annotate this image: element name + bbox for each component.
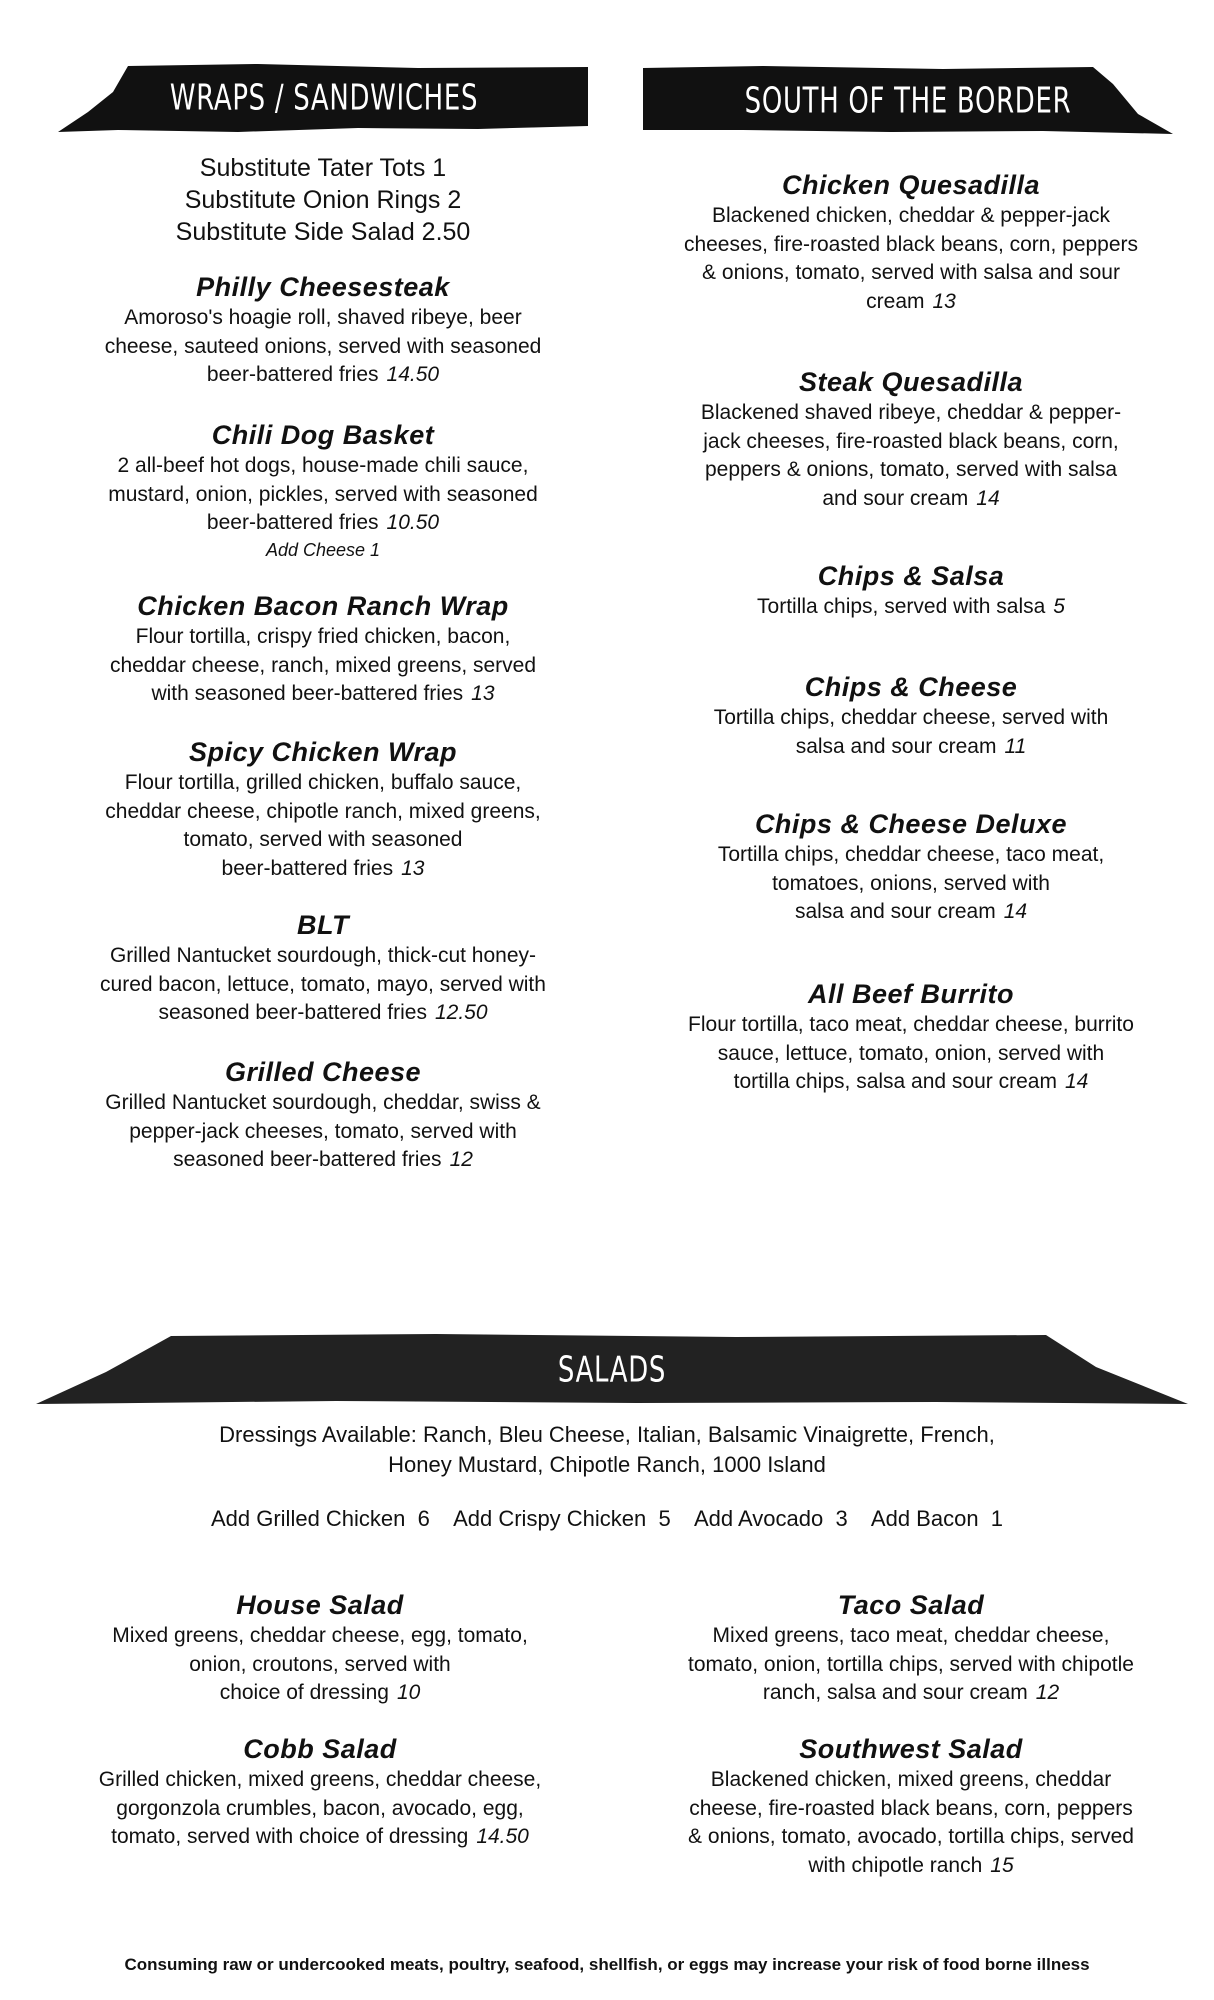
- substitute-line: Substitute Onion Rings 2: [184, 186, 462, 214]
- item-description-line: [63, 942, 583, 971]
- description-text: Flour tortilla, crispy fried chicken, bacon,: [135, 625, 511, 648]
- food-safety-disclaimer: Consuming raw or undercooked meats, poultry, seafood, shellfish, or eggs may increase your risk of food borne illness: [124, 1955, 1090, 1974]
- item-description-line: [651, 1766, 1171, 1795]
- item-addon-note: Add Cheese 1: [265, 539, 381, 560]
- description-text: salsa and sour cream: [794, 900, 996, 923]
- description-text: Amoroso's hoagie roll, shaved ribeye, beer: [124, 306, 522, 329]
- section-title: SOUTH OF THE BORDER: [744, 80, 1072, 122]
- description-text: Blackened shaved ribeye, cheddar & pepper-: [700, 401, 1122, 424]
- description-text: cheddar cheese, chipotle ranch, mixed greens,: [105, 799, 541, 823]
- description-text: beer-battered fries: [206, 511, 379, 534]
- item-description-line: [63, 452, 583, 481]
- item-description-line: [641, 399, 1181, 428]
- item-description-line: [651, 1795, 1171, 1824]
- description-text: gorgonzola crumbles, bacon, avocado, egg,: [116, 1796, 524, 1820]
- menu-item: [63, 270, 583, 390]
- item-price: 14.50: [476, 1825, 529, 1848]
- substitute-line: Substitute Side Salad 2.50: [175, 218, 471, 246]
- item-description-line: [641, 202, 1181, 231]
- description-text: Grilled chicken, mixed greens, cheddar cheese,: [98, 1768, 542, 1791]
- description-text: mustard, onion, pickles, served with seasoned: [108, 482, 538, 506]
- description-text: cheddar cheese, ranch, mixed greens, served: [109, 653, 537, 677]
- section-title: SALADS: [557, 1349, 667, 1390]
- item-description-line: [641, 231, 1181, 260]
- substitute-line: Substitute Tater Tots 1: [199, 154, 447, 182]
- item-description-line: [60, 1766, 580, 1795]
- item-price: 12: [449, 1148, 473, 1171]
- item-description-line: [60, 1679, 580, 1708]
- description-text: tomato, served with seasoned: [183, 828, 463, 851]
- description-text: peppers & onions, tomato, served with salsa: [704, 458, 1118, 481]
- item-description-line: [63, 1118, 583, 1147]
- item-description-line: [651, 1679, 1171, 1708]
- dressings-line: Dressings Available: Ranch, Bleu Cheese, Italian, Balsamic Vinaigrette, French,: [219, 1422, 995, 1447]
- item-price: 12.50: [434, 1001, 488, 1024]
- item-description-line: [63, 971, 583, 1000]
- description-text: tomato, onion, tortilla chips, served with chipotle: [688, 1652, 1134, 1676]
- item-description-line: [63, 999, 583, 1028]
- item-description-line: [651, 1651, 1171, 1680]
- description-text: cured bacon, lettuce, tomato, mayo, served with: [100, 972, 546, 996]
- description-text: choice of dressing: [219, 1681, 389, 1704]
- south-banner: [643, 64, 1173, 138]
- description-text: Grilled Nantucket sourdough, cheddar, swiss &: [105, 1091, 541, 1114]
- description-text: pepper-jack cheeses, tomato, served with: [129, 1119, 517, 1143]
- item-name: BLT: [297, 910, 349, 940]
- item-price: 13: [401, 856, 425, 880]
- item-description-line: [63, 826, 583, 855]
- item-description-line: [641, 1040, 1181, 1069]
- substitutes: [83, 152, 563, 248]
- menu-item: [63, 589, 583, 709]
- section-title: WRAPS / SANDWICHES: [169, 77, 479, 119]
- menu-item: [63, 908, 583, 1028]
- item-price: 10: [396, 1681, 421, 1704]
- description-text: Blackened chicken, cheddar & pepper-jack: [711, 204, 1111, 227]
- description-text: beer-battered fries: [206, 363, 379, 386]
- description-text: Mixed greens, cheddar cheese, egg, tomato,: [112, 1624, 528, 1647]
- item-price: 10.50: [386, 511, 440, 534]
- item-description-line: [641, 733, 1181, 762]
- item-name: Grilled Cheese: [224, 1057, 422, 1087]
- description-text: cheese, sauteed onions, served with seasoned: [104, 334, 542, 358]
- description-text: Flour tortilla, taco meat, cheddar cheese, burrito: [688, 1013, 1134, 1036]
- description-text: tomato, served with choice of dressing: [111, 1825, 469, 1848]
- menu-item: [641, 977, 1181, 1097]
- item-name: Chips & Salsa: [817, 561, 1005, 591]
- item-description-line: [63, 509, 583, 538]
- item-name: Spicy Chicken Wrap: [188, 737, 458, 767]
- item-name: Chicken Quesadilla: [781, 170, 1041, 200]
- menu-item: [651, 1588, 1171, 1708]
- item-name: Southwest Salad: [799, 1734, 1023, 1764]
- menu-item: [60, 1588, 580, 1708]
- description-text: ranch, salsa and sour cream: [762, 1681, 1028, 1704]
- addons-line: Add Grilled Chicken 6 Add Crispy Chicken 5 Add Avocado 3 Add Bacon 1: [210, 1506, 1004, 1531]
- item-description-line: [63, 855, 583, 884]
- item-description-line: [63, 1146, 583, 1175]
- description-text: Flour tortilla, grilled chicken, buffalo sauce,: [124, 771, 522, 794]
- item-price: 12: [1035, 1681, 1060, 1704]
- description-text: with chipotle ranch: [808, 1853, 983, 1877]
- item-description-line: [63, 798, 583, 827]
- description-text: Tortilla chips, cheddar cheese, served with: [713, 706, 1109, 729]
- item-name: House Salad: [236, 1590, 404, 1620]
- item-name: Chips & Cheese Deluxe: [754, 809, 1068, 839]
- item-price: 14: [1064, 1070, 1089, 1093]
- item-description-line: [641, 485, 1181, 514]
- item-price: 14.50: [386, 363, 440, 386]
- dressings-info: [0, 1420, 1214, 1534]
- item-description-line: [641, 841, 1181, 870]
- menu-item: [641, 807, 1181, 927]
- item-description-line: [60, 1651, 580, 1680]
- item-name: All Beef Burrito: [807, 979, 1015, 1009]
- item-price: 11: [1004, 734, 1027, 758]
- description-text: Tortilla chips, cheddar cheese, taco meat,: [717, 843, 1105, 866]
- item-name: Taco Salad: [837, 1590, 985, 1620]
- item-price: 15: [990, 1853, 1014, 1877]
- item-name: Cobb Salad: [243, 1734, 397, 1764]
- description-text: with seasoned beer-battered fries: [151, 682, 464, 705]
- description-text: sauce, lettuce, tomato, onion, served with: [717, 1041, 1105, 1065]
- description-text: & onions, tomato, avocado, tortilla chips, served: [688, 1825, 1134, 1848]
- description-text: & onions, tomato, served with salsa and sour: [702, 261, 1120, 284]
- item-name: Steak Quesadilla: [798, 367, 1024, 397]
- item-description-line: [60, 1622, 580, 1651]
- menu-item: [651, 1732, 1171, 1880]
- item-description-line: [641, 704, 1181, 733]
- item-description-line: [63, 481, 583, 510]
- description-text: salsa and sour cream: [795, 734, 997, 758]
- item-price: 13: [932, 289, 956, 313]
- item-description-line: [60, 1823, 580, 1852]
- menu-item: [641, 670, 1181, 761]
- wraps-banner: [58, 62, 590, 134]
- description-text: cheese, fire-roasted black beans, corn, peppers: [689, 1796, 1133, 1820]
- salads-banner: [36, 1332, 1188, 1407]
- item-description-line: [641, 288, 1181, 317]
- item-description-line: [641, 259, 1181, 288]
- description-text: tomatoes, onions, served with: [772, 871, 1050, 895]
- description-text: cheeses, fire-roasted black beans, corn, peppers: [683, 232, 1139, 256]
- item-description-line: [641, 456, 1181, 485]
- item-price: 13: [471, 682, 495, 705]
- item-description-line: [63, 361, 583, 390]
- item-description-line: [651, 1852, 1171, 1881]
- item-description-line: [63, 623, 583, 652]
- item-description-line: [641, 898, 1181, 927]
- description-text: Grilled Nantucket sourdough, thick-cut honey-: [109, 944, 537, 967]
- menu-item: [60, 1732, 580, 1852]
- menu-item: [63, 735, 583, 883]
- item-description-line: [651, 1823, 1171, 1852]
- menu-item: [641, 559, 1181, 622]
- menu-item: [63, 418, 583, 562]
- item-name: Chicken Bacon Ranch Wrap: [137, 591, 509, 621]
- item-name: Chili Dog Basket: [211, 420, 435, 450]
- item-description-line: [641, 1011, 1181, 1040]
- description-text: jack cheeses, fire-roasted black beans, corn,: [703, 429, 1119, 453]
- item-description-line: [63, 769, 583, 798]
- item-description-line: [63, 304, 583, 333]
- item-description-line: [63, 652, 583, 681]
- description-text: Blackened chicken, mixed greens, cheddar: [710, 1768, 1112, 1791]
- menu-item: [63, 1055, 583, 1175]
- dressings-line: Honey Mustard, Chipotle Ranch, 1000 Island: [388, 1452, 826, 1477]
- description-text: and sour cream: [822, 486, 969, 510]
- item-description-line: [641, 593, 1181, 622]
- menu-item: [641, 365, 1181, 513]
- item-description-line: [60, 1795, 580, 1824]
- item-description-line: [641, 1068, 1181, 1097]
- description-text: seasoned beer-battered fries: [158, 1001, 427, 1024]
- item-name: Philly Cheesesteak: [196, 272, 450, 302]
- item-description-line: [651, 1622, 1171, 1651]
- item-description-line: [641, 870, 1181, 899]
- item-description-line: [641, 428, 1181, 457]
- description-text: 2 all-beef hot dogs, house-made chili sauce,: [117, 454, 529, 477]
- item-name: Chips & Cheese: [804, 672, 1018, 702]
- item-price: 5: [1053, 595, 1065, 618]
- menu-item: [641, 168, 1181, 316]
- item-description-line: [63, 680, 583, 709]
- item-description-line: [63, 1089, 583, 1118]
- description-text: Mixed greens, taco meat, cheddar cheese,: [712, 1624, 1110, 1647]
- item-description-line: [63, 333, 583, 362]
- description-text: beer-battered fries: [221, 856, 394, 880]
- description-text: tortilla chips, salsa and sour cream: [733, 1070, 1057, 1093]
- description-text: onion, croutons, served with: [189, 1652, 451, 1676]
- description-text: Tortilla chips, served with salsa: [757, 595, 1046, 618]
- description-text: seasoned beer-battered fries: [173, 1148, 442, 1171]
- item-price: 14: [1003, 900, 1028, 923]
- item-price: 14: [976, 486, 1000, 510]
- description-text: cream: [866, 289, 925, 313]
